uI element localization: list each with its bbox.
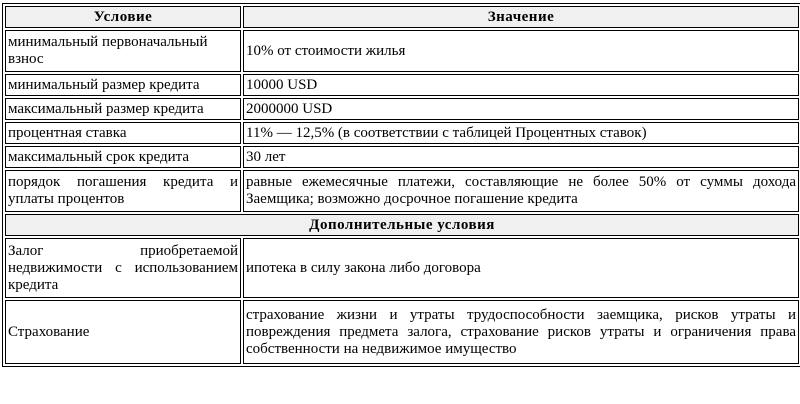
row-value-max-term: 30 лет bbox=[243, 146, 799, 168]
row-value-repayment: равные ежемесячные платежи, составляющие не более 50% от суммы дохода Заемщика; возможно досрочное погашение кредита bbox=[243, 170, 799, 212]
row-value-min-down-payment: 10% от стоимости жилья bbox=[243, 30, 799, 72]
table-row bbox=[5, 170, 799, 212]
row-label-collateral: Залог приобретаемой недвижимости с использованием кредита bbox=[5, 238, 241, 298]
row-label-max-loan: максимальный размер кредита bbox=[5, 98, 241, 120]
row-label-min-loan: минимальный размер кредита bbox=[5, 74, 241, 96]
header-value: Значение bbox=[243, 6, 799, 28]
row-label-interest-rate: процентная ставка bbox=[5, 122, 241, 144]
row-value-interest-rate: 11% — 12,5% (в соответствии с таблицей Процентных ставок) bbox=[243, 122, 799, 144]
row-value-min-loan: 10000 USD bbox=[243, 74, 799, 96]
table-row bbox=[5, 30, 799, 72]
row-label-insurance: Страхование bbox=[5, 300, 241, 364]
header-condition: Условие bbox=[5, 6, 241, 28]
table-row bbox=[5, 300, 799, 364]
table-row bbox=[5, 122, 799, 144]
row-value-collateral: ипотека в силу закона либо договора bbox=[243, 238, 799, 298]
row-label-min-down-payment: минимальный первоначальный взнос bbox=[5, 30, 241, 72]
table-header-row bbox=[5, 6, 799, 28]
row-label-repayment: порядок погашения кредита и уплаты процентов bbox=[5, 170, 241, 212]
section-title-additional: Дополнительные условия bbox=[5, 214, 799, 236]
table-row bbox=[5, 98, 799, 120]
table-row bbox=[5, 146, 799, 168]
credit-conditions-table bbox=[2, 3, 800, 367]
table-row bbox=[5, 238, 799, 298]
row-value-max-loan: 2000000 USD bbox=[243, 98, 799, 120]
row-label-max-term: максимальный срок кредита bbox=[5, 146, 241, 168]
table-row bbox=[5, 74, 799, 96]
section-header-row bbox=[5, 214, 799, 236]
row-value-insurance: страхование жизни и утраты трудоспособности заемщика, рисков утраты и повреждения предмета залога, страхование рисков утраты и ограничения права собственности на недвижимое имущество bbox=[243, 300, 799, 364]
